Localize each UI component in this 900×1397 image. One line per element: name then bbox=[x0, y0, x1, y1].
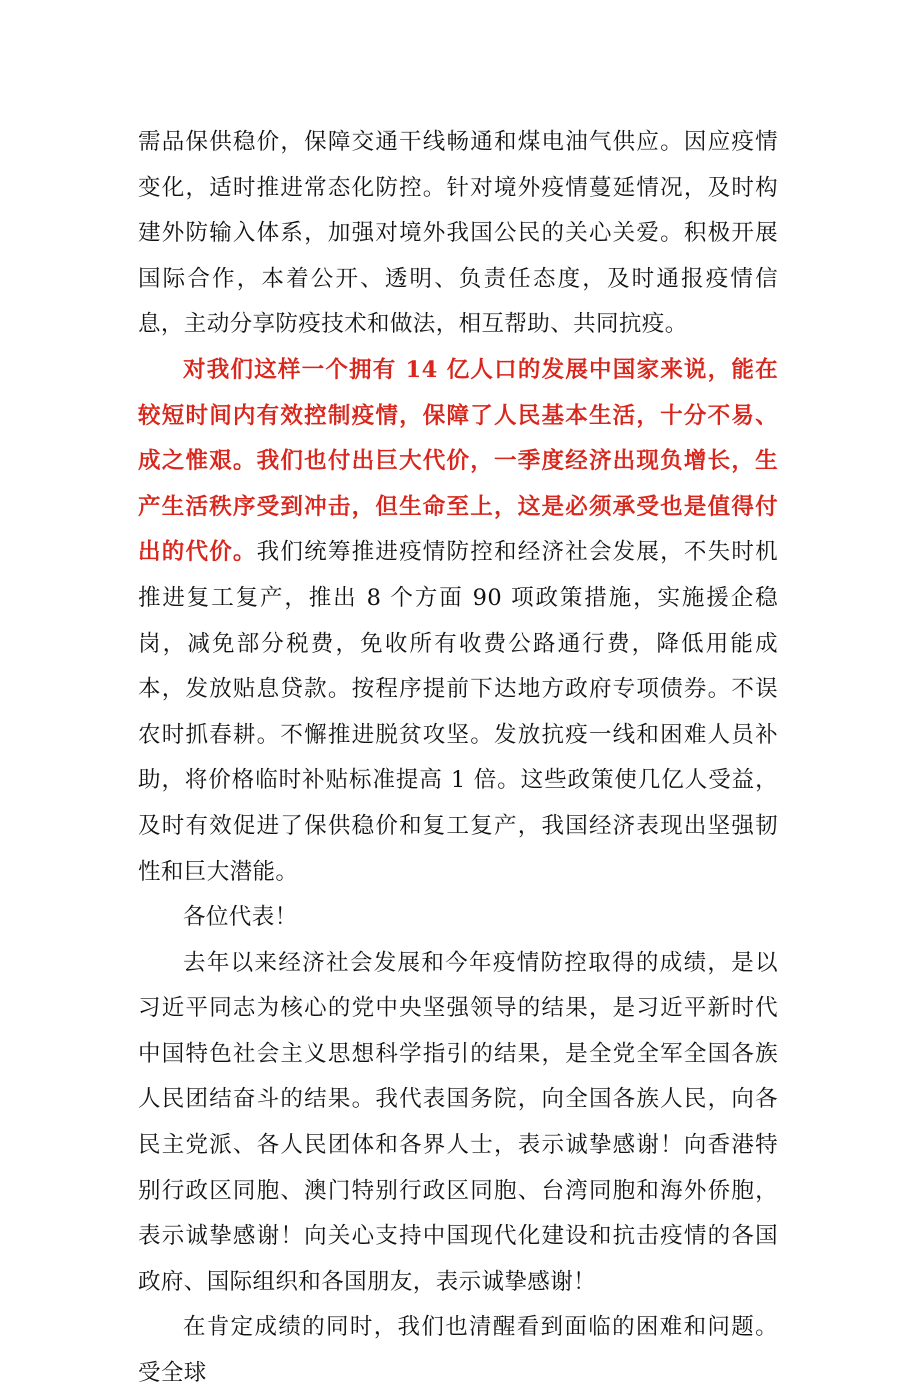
paragraph-text: 我们统筹推进疫情防控和经济社会发展，不失时机推进复工复产，推出 8 个方面 90 项政策措施，实施援企稳岗，减免部分税费，免收所有收费公路通行费，降低用能成本，发放贴息贷款。按程序提前下达地方政府专项债券。不误农时抓春耕。不懈推进脱贫攻坚。发放抗疫一线和困难人员补助，将价格临时补贴标准提高 1 倍。这些政策使几亿人受益，及时有效促进了保供稳价和复工复产，我国经济表现出坚强韧性和巨大潜能。 bbox=[138, 539, 778, 885]
highlighted-text: 对我们这样一个拥有 14 亿人口的发展中国家来说，能在较短时间内有效控制疫情，保障了人民基本生活，十分不易、成之惟艰。我们也付出巨大代价，一季度经济出现负增长，生产生活秩序受到冲击，但生命至上，这是必须承受也是值得付出的代价。 bbox=[138, 356, 778, 566]
paragraph-epidemic-measures bbox=[138, 120, 778, 348]
paragraph-text: 各位代表！ bbox=[183, 904, 298, 931]
paragraph-salutation bbox=[138, 895, 778, 941]
paragraph-difficulties bbox=[138, 1305, 778, 1396]
paragraph-economic-cost bbox=[138, 348, 778, 895]
paragraph-text: 去年以来经济社会发展和今年疫情防控取得的成绩，是以习近平同志为核心的党中央坚强领导的结果，是习近平新时代中国特色社会主义思想科学指引的结果，是全党全军全国各族人民团结奋斗的结果。我代表国务院，向全国各族人民，向各民主党派、各人民团体和各界人士，表示诚挚感谢！向香港特别行政区同胞、澳门特别行政区同胞、台湾同胞和海外侨胞，表示诚挚感谢！向关心支持中国现代化建设和抗击疫情的各国政府、国际组织和各国朋友，表示诚挚感谢！ bbox=[138, 949, 778, 1295]
document-body bbox=[138, 120, 778, 1397]
paragraph-text: 在肯定成绩的同时，我们也清醒看到面临的困难和问题。受全球 bbox=[138, 1314, 778, 1387]
paragraph-acknowledgements bbox=[138, 941, 778, 1306]
paragraph-text: 需品保供稳价，保障交通干线畅通和煤电油气供应。因应疫情变化，适时推进常态化防控。针对境外疫情蔓延情况，及时构建外防输入体系，加强对境外我国公民的关心关爱。积极开展国际合作，本着公开、透明、负责任态度，及时通报疫情信息，主动分享防疫技术和做法，相互帮助、共同抗疫。 bbox=[138, 129, 778, 338]
